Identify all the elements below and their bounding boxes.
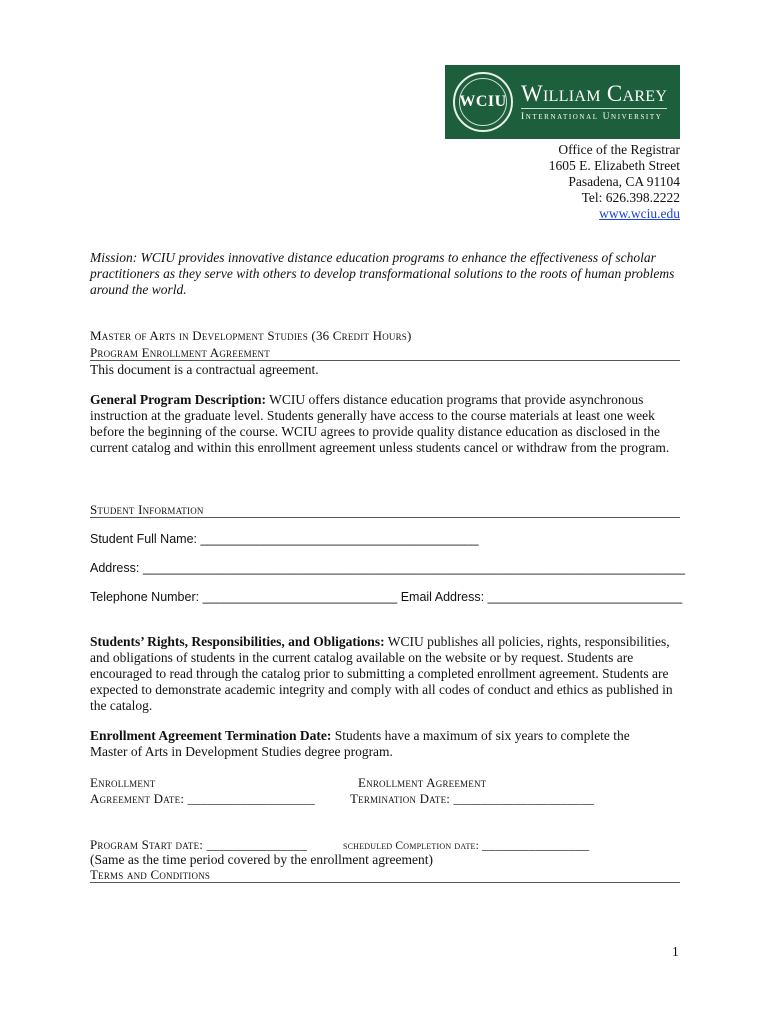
university-logo [445,65,680,139]
start-date-row [90,837,307,853]
address-row [90,561,685,575]
student-info-heading: Student Information [90,502,204,517]
full-name-label: Student Full Name: [90,532,201,546]
termination-text: Students have a maximum of six years to complete the Master of Arts in Development Studies degree program. [90,728,630,759]
website-link[interactable]: www.wciu.edu [599,206,680,221]
phone-email-row [90,590,682,604]
start-date-field[interactable]: _______________ [206,837,308,852]
page-number: 1 [672,944,679,959]
phone-label: Telephone Number: [90,590,203,604]
general-text: WCIU offers distance education programs that provide asynchronous instruction at the graduate level. Students generally have access to the course materials at least one week before the beginning of the course. WCIU agrees to provide quality distance education as disclosed in the current catalog and within this enrollment agreement unless students cancel or withdraw from the program. [90,392,670,455]
enroll-date-label-2: Agreement Date: [90,791,188,806]
termination-section [90,728,662,760]
full-name-field[interactable]: ________________________________________ [200,532,479,546]
tel-line: Tel: 626.398.2222 [581,190,680,205]
general-heading: General Program Description: [90,392,266,407]
divider [90,360,680,361]
completion-date-row [343,837,589,853]
completion-date-label: scheduled Completion date: [343,840,483,852]
address-field[interactable]: ______________________________________________________________________________ [142,561,686,575]
logo-name: William Carey [521,81,668,106]
terms-heading: Terms and Conditions [90,867,211,882]
street-line: 1605 E. Elizabeth Street [548,158,680,173]
completion-date-field[interactable]: ________________ [482,837,590,852]
phone-field[interactable]: ____________________________ [202,590,398,604]
enroll-date-field[interactable]: ___________________ [187,791,315,806]
term-date-row [350,791,594,807]
program-title: Master of Arts in Development Studies (36 Credit Hours) [90,328,412,343]
seal-text: WCIU [459,93,507,110]
termination-heading: Enrollment Agreement Termination Date: [90,728,332,743]
general-description [90,392,682,456]
seal-icon [453,72,513,132]
enroll-date-label-1: Enrollment [90,775,156,790]
rights-section [90,634,682,714]
logo-subtitle: International University [521,108,667,122]
mission-statement: Mission: WCIU provides innovative distance education programs to enhance the effectiveness of scholar practitioners as they serve with others to develop transformational solutions to the roots of human problems around the world. [90,250,675,297]
term-date-field[interactable]: _____________________ [453,791,595,806]
office-line: Office of the Registrar [558,142,680,157]
email-field[interactable]: ____________________________ [487,590,683,604]
start-date-label: Program Start date: [90,837,207,852]
logo-wordmark [521,82,667,122]
divider [90,517,680,518]
period-note: (Same as the time period covered by the enrollment agreement) [90,852,433,867]
address-label: Address: [90,561,143,575]
program-subtitle: Program Enrollment Agreement [90,345,270,360]
term-date-label-2: Termination Date: [350,791,454,806]
contract-note: This document is a contractual agreement. [90,362,319,377]
rights-text: WCIU publishes all policies, rights, responsibilities, and obligations of students in the current catalog available on the website or by request. Students are encouraged to read through the catalog prior to submitting a completed enrollment agreement. Students are expected to demonstrate academic integrity and comply with all codes of conduct and ethics as published in the catalog. [90,634,673,713]
city-line: Pasadena, CA 91104 [568,174,680,189]
full-name-row [90,532,479,546]
enroll-date-row [90,791,315,807]
registrar-address [549,142,680,222]
email-label: Email Address: [397,590,488,604]
term-date-label-1: Enrollment Agreement [358,775,487,790]
divider [90,882,680,883]
rights-heading: Students’ Rights, Responsibilities, and Obligations: [90,634,385,649]
